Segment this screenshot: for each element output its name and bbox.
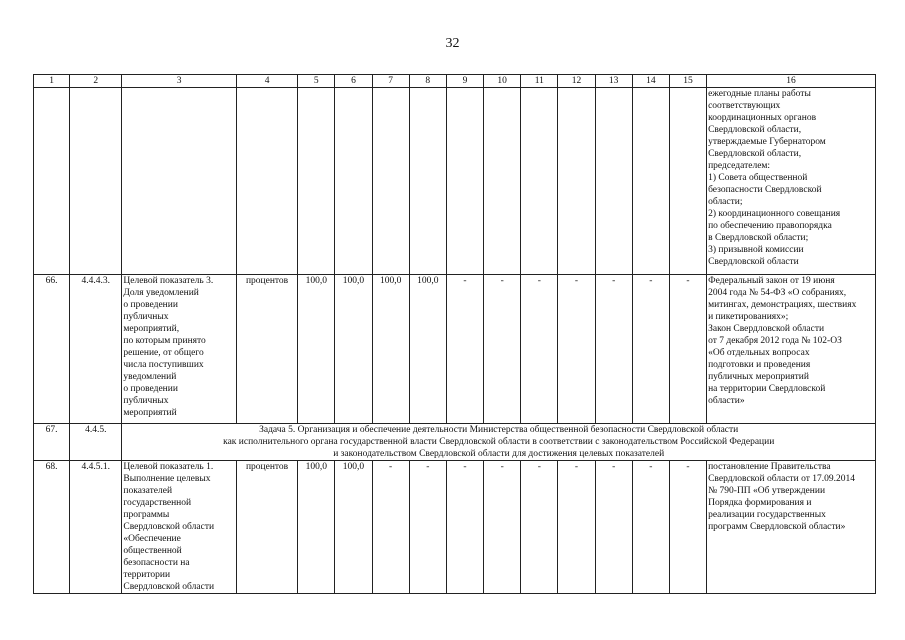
value-cell: - [558,461,595,594]
value-cell: 100,0 [298,275,335,424]
col-header: 2 [70,75,122,88]
col-header: 16 [707,75,876,88]
value-cell: - [521,275,558,424]
value-cell: 100,0 [335,461,372,594]
value-cell: - [521,461,558,594]
col-header: 5 [298,75,335,88]
value-cell: - [409,461,446,594]
value-cell: - [595,461,632,594]
table-row [34,461,876,594]
value-cell: 100,0 [298,461,335,594]
value-cell: - [558,275,595,424]
value-cell: - [632,275,669,424]
col-header: 15 [669,75,706,88]
value-cell: 100,0 [409,275,446,424]
row-number: 68. [34,461,70,594]
col-header: 11 [521,75,558,88]
column-number-row [34,75,876,88]
col-header: 1 [34,75,70,88]
value-cell: - [632,461,669,594]
indicator-name: Целевой показатель 3. Доля уведомлений о проведении публичных мероприятий, по которым принято решение, от общего числа поступивших уведомлений о проведении публичных мероприятий [122,275,237,424]
row-code: 4.4.4.3. [70,275,122,424]
value-cell: - [372,461,409,594]
value-cell: 100,0 [335,275,372,424]
col-header: 9 [446,75,483,88]
unit-cell: процентов [236,461,297,594]
task-description: Задача 5. Организация и обеспечение деятельности Министерства общественной безопасности Свердловской области как исполнительного органа государственной власти Свердловской области в соответствии с законодательством Российской Федерации и законодательством Свердловской области для достижения целевых показателей [122,424,876,461]
page-number: 32 [445,36,460,51]
value-cell: - [595,275,632,424]
table-row [34,275,876,424]
indicators-table [33,74,876,594]
col-header: 10 [484,75,521,88]
col-header: 8 [409,75,446,88]
col-header: 3 [122,75,237,88]
col-header: 14 [632,75,669,88]
col-header: 7 [372,75,409,88]
table-row-continuation [34,88,876,275]
source-cell: ежегодные планы работы соответствующих координационных органов Свердловской области, утверждаемые Губернатором Свердловской области, председателем: 1) Совета общественной безопасности Свердловской области; 2) координационного совещания по обеспечению правопорядка в Свердловской области; 3) призывной комиссии Свердловской области [707,88,876,275]
row-number: 67. [34,424,70,461]
col-header: 4 [236,75,297,88]
value-cell: - [446,275,483,424]
row-code: 4.4.5. [70,424,122,461]
value-cell: 100,0 [372,275,409,424]
value-cell: - [669,461,706,594]
source-cell: Федеральный закон от 19 июня 2004 года № 54-ФЗ «О собраниях, митингах, демонстрациях, шествиях и пикетированиях»; Закон Свердловской области от 7 декабря 2012 года № 102-ОЗ «Об отдельных вопросах подготовки и проведения публичных мероприятий на территории Свердловской области» [707,275,876,424]
value-cell: - [484,275,521,424]
source-cell: постановление Правительства Свердловской области от 17.09.2014 № 790-ПП «Об утверждении Порядка формирования и реализации государственных программ Свердловской области» [707,461,876,594]
value-cell: - [446,461,483,594]
col-header: 6 [335,75,372,88]
value-cell: - [484,461,521,594]
row-code: 4.4.5.1. [70,461,122,594]
value-cell: - [669,275,706,424]
row-number: 66. [34,275,70,424]
task-row [34,424,876,461]
indicator-name: Целевой показатель 1. Выполнение целевых показателей государственной программы Свердловской области «Обеспечение общественной безопасности на территории Свердловской области [122,461,237,594]
col-header: 12 [558,75,595,88]
col-header: 13 [595,75,632,88]
unit-cell: процентов [236,275,297,424]
